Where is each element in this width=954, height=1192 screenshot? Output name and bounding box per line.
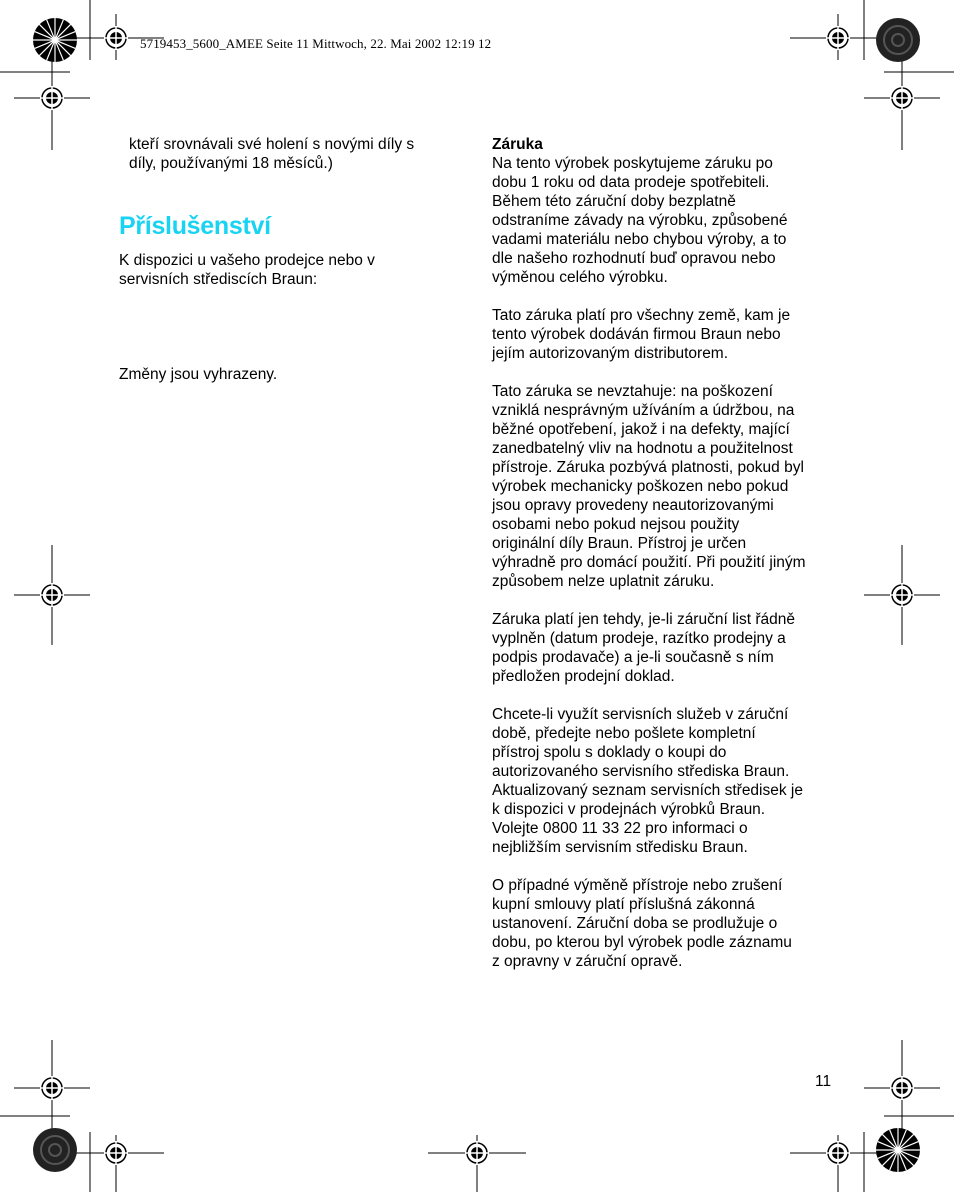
changes-reserved-note: Změny jsou vyhrazeny. xyxy=(119,366,278,383)
starburst-target-icon xyxy=(876,1128,920,1172)
warranty-paragraph: O případné výměně přístroje nebo zrušení kupní smlouvy platí příslušná zákonná ustanovení. Záruční doba se prodlužuje o dobu, po kterou byl výrobek podle záznamu z opravny v záruční opravě. xyxy=(492,877,792,970)
spacer xyxy=(119,308,459,365)
registration-target-icon xyxy=(40,86,64,110)
continuation-text: kteří srovnávali své holení s novými díly s díly, používanými 18 měsíců.) xyxy=(129,136,415,172)
registration-target-icon xyxy=(826,1141,850,1165)
warranty-paragraph: Tato záruka platí pro všechny země, kam je tento výrobek dodáván firmou Braun nebo jejím autorizovaným distributorem. xyxy=(492,307,791,362)
right-column xyxy=(492,135,837,990)
warranty-paragraph: Na tento výrobek poskytujeme záruku po dobu 1 roku od data prodeje spotřebiteli. Během této záruční doby bezplatně odstraníme závady na výrobku, způsobené vadami materiálu nebo chybou výroby, a to dle našeho rozhodnutí buď opravou nebo výměnou celého výrobku. xyxy=(492,155,788,286)
warranty-paragraph: Chcete-li využít servisních služeb v záruční době, předejte nebo pošlete kompletní přístroj spolu s doklady o koupi do autorizovaného servisního střediska Braun. Aktualizovaný seznam servisních středisek je k dispozici v prodejnách výrobků Braun. Volejte 0800 11 33 22 pro informaci o nejbližším servisním středisku Braun. xyxy=(492,706,803,856)
warranty-paragraph: Záruka platí jen tehdy, je-li záruční list řádně vyplněn (datum prodeje, razítko prodejny a podpis prodavače) a je-li současně s ním předložen prodejní doklad. xyxy=(492,611,795,685)
accessories-intro: K dispozici u vašeho prodejce nebo v servisních střediscích Braun: xyxy=(119,252,375,288)
registration-target-icon xyxy=(890,1076,914,1100)
starburst-target-icon xyxy=(876,18,920,62)
section-heading-accessories: Příslušenství xyxy=(119,212,271,240)
registration-target-icon xyxy=(465,1141,489,1165)
registration-target-icon xyxy=(890,583,914,607)
starburst-target-icon xyxy=(33,18,77,62)
left-column xyxy=(119,135,459,403)
section-heading-warranty: Záruka xyxy=(492,136,543,153)
registration-target-icon xyxy=(890,86,914,110)
registration-target-icon xyxy=(104,26,128,50)
registration-target-icon xyxy=(40,583,64,607)
warranty-paragraph: Tato záruka se nevztahuje: na poškození vzniklá nesprávným užíváním a údržbou, na běžné opotřebení, jakož i na defekty, mající zanedbatelný vliv na hodnotu a použitelnost přístroje. Záruka pozbývá platnosti, pokud byl výrobek mechanicky poškozen nebo pokud jsou opravy provedeny neautorizovanými osobami nebo pokud nejsou použity originální díly Braun. Přístroj je určen výhradně pro domácí použití. Při použití jiným způsobem nelze uplatnit záruku. xyxy=(492,383,806,590)
registration-target-icon xyxy=(40,1076,64,1100)
registration-target-icon xyxy=(826,26,850,50)
print-slug: 5719453_5600_AMEE Seite 11 Mittwoch, 22. Mai 2002 12:19 12 xyxy=(140,36,492,51)
page-number: 11 xyxy=(815,1073,832,1090)
registration-target-icon xyxy=(104,1141,128,1165)
starburst-target-icon xyxy=(33,1128,77,1172)
